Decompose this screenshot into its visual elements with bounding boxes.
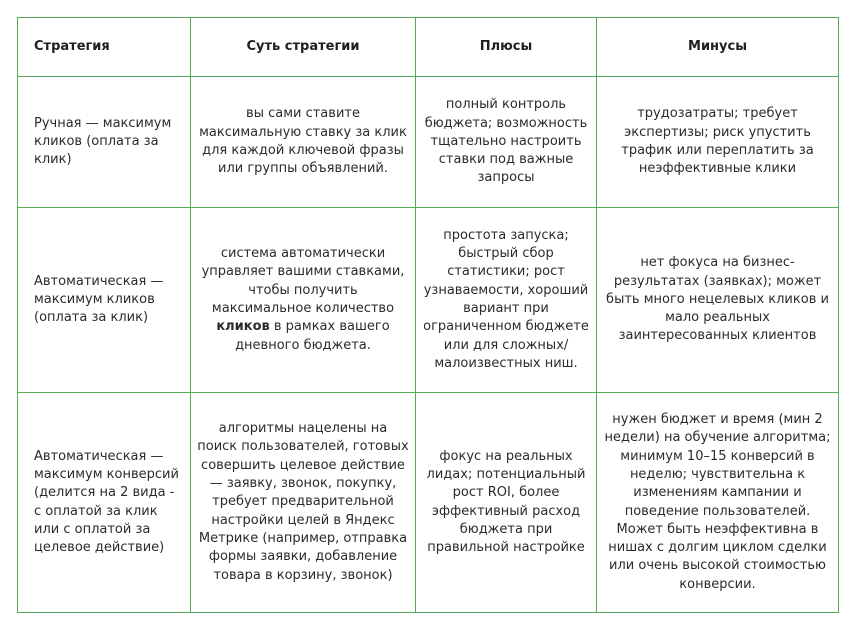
cell-cons: нужен бюджет и время (мин 2 недели) на обучение алгоритма; минимум 10–15 конверсий в неделю; чувствительна к изменениям кампании и поведение пользователей. Может быть неэффективна в нишах с долгим циклом сделки или очень высокой стоимостью конверсии. (597, 393, 839, 613)
cell-strategy: Ручная — максимум кликов (оплата за клик) (18, 77, 191, 208)
header-cons: Минусы (597, 18, 839, 77)
table-row (18, 208, 839, 393)
cell-pros: полный контроль бюджета; возможность тщательно настроить ставки под важные запросы (416, 77, 597, 208)
strategy-table-container (17, 17, 839, 613)
essence-text-after: в рамках вашего дневного бюджета. (235, 319, 390, 353)
cell-cons: трудозатраты; требует экспертизы; риск упустить трафик или переплатить за неэффективные клики (597, 77, 839, 208)
table-header-row (18, 18, 839, 77)
cell-pros: простота запуска; быстрый сбор статистики; рост узнаваемости, хороший вариант при ограниченном бюджете или для сложных/ малоизвестных ниш. (416, 208, 597, 393)
strategy-comparison-table (17, 17, 839, 613)
cell-strategy: Автоматическая — максимум кликов (оплата за клик) (18, 208, 191, 393)
essence-text-before: система автоматически управляет вашими ставками, чтобы получить максимальное количество (201, 246, 405, 316)
table-row (18, 393, 839, 613)
table-row (18, 77, 839, 208)
cell-essence: алгоритмы нацелены на поиск пользователей, готовых совершить целевое действие — заявку, звонок, покупку, требует предварительной настройки целей в Яндекс Метрике (например, отправка формы заявки, добавление товара в корзину, звонок) (191, 393, 416, 613)
header-pros: Плюсы (416, 18, 597, 77)
cell-strategy: Автоматическая — максимум конверсий (делится на 2 вида - с оплатой за клик или с оплатой за целевое действие) (18, 393, 191, 613)
cell-cons: нет фокуса на бизнес-результатах (заявках); может быть много нецелевых кликов и мало реальных заинтересованных клиентов (597, 208, 839, 393)
cell-pros: фокус на реальных лидах; потенциальный рост ROI, более эффективный расход бюджета при правильной настройке (416, 393, 597, 613)
header-strategy: Стратегия (18, 18, 191, 77)
essence-keyword: кликов (216, 319, 270, 335)
cell-essence: вы сами ставите максимальную ставку за клик для каждой ключевой фразы или группы объявлений. (191, 77, 416, 208)
header-essence: Суть стратегии (191, 18, 416, 77)
cell-essence (191, 208, 416, 393)
